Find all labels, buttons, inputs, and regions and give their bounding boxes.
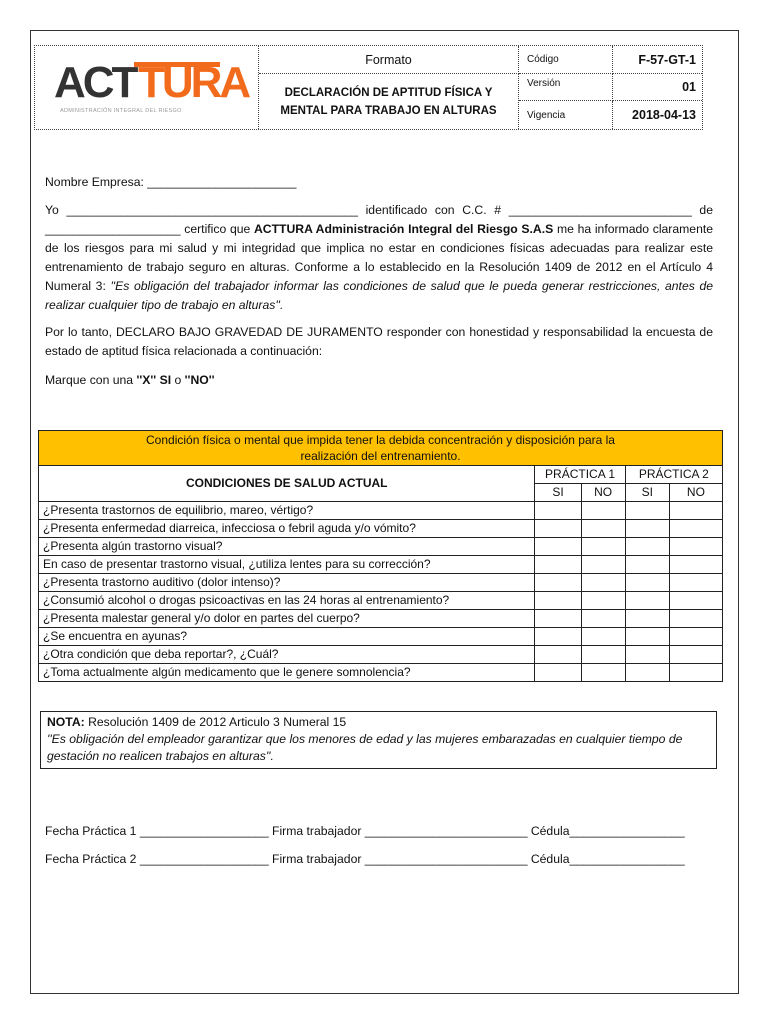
p1-no-header: NO	[581, 484, 625, 502]
p1-si-checkbox-cell[interactable]	[535, 538, 581, 556]
p1-si-checkbox-cell[interactable]	[535, 520, 581, 538]
validity-value: 2018-04-13	[632, 108, 696, 122]
p2-si-checkbox-cell[interactable]	[625, 556, 669, 574]
quote-text: ''Es obligación del trabajador informar las condiciones de salud que le pueda generar restricciones, antes de	[110, 279, 713, 293]
note-quote: ''Es obligación del empleador garantizar que los menores de edad y las mujeres embarazadas en cualquier tiempo de gestación no realicen trabajos en alturas''.	[47, 732, 683, 763]
p1-no-checkbox-cell[interactable]	[581, 520, 625, 538]
text: ____________________ certifico que	[45, 222, 254, 236]
p1-no-checkbox-cell[interactable]	[581, 610, 625, 628]
p1-si-checkbox-cell[interactable]	[535, 628, 581, 646]
acttura-logo	[54, 58, 249, 118]
p2-si-checkbox-cell[interactable]	[625, 592, 669, 610]
health-conditions-table	[38, 430, 723, 682]
table-banner: Condición física o mental que impida tener la debida concentración y disposición para la realización del entrenamiento.	[39, 431, 723, 466]
table-row	[39, 574, 723, 592]
table-row	[39, 556, 723, 574]
table-row	[39, 538, 723, 556]
condition-question: ¿Presenta enfermedad diarreica, infecciosa o febril aguda y/o vómito?	[39, 520, 535, 538]
conditions-header: CONDICIONES DE SALUD ACTUAL	[39, 466, 535, 502]
table-row	[39, 628, 723, 646]
p1-no-checkbox-cell[interactable]	[581, 538, 625, 556]
condition-question: ¿Otra condición que deba reportar?, ¿Cuál?	[39, 646, 535, 664]
p1-si-checkbox-cell[interactable]	[535, 502, 581, 520]
p2-no-checkbox-cell[interactable]	[669, 502, 722, 520]
p1-si-header: SI	[535, 484, 581, 502]
table-row	[39, 520, 723, 538]
paragraph-line	[45, 220, 713, 239]
p2-no-checkbox-cell[interactable]	[669, 628, 722, 646]
p2-si-checkbox-cell[interactable]	[625, 610, 669, 628]
condition-question: ¿Consumió alcohol o drogas psicoactivas en las 24 horas al entrenamiento?	[39, 592, 535, 610]
condition-question: ¿Presenta trastornos de equilibrio, mareo, vértigo?	[39, 502, 535, 520]
p1-no-checkbox-cell[interactable]	[581, 502, 625, 520]
practice-2-header: PRÁCTICA 2	[625, 466, 722, 484]
code-value: F-57-GT-1	[613, 46, 702, 74]
title-line-2: MENTAL PARA TRABAJO EN ALTURAS	[280, 104, 497, 117]
paragraph-line	[45, 296, 713, 315]
table-row	[39, 502, 723, 520]
code-label: Código	[519, 46, 613, 74]
version-label: Versión	[519, 74, 613, 101]
condition-question: ¿Presenta algún trastorno visual?	[39, 538, 535, 556]
mark-x-si: ''X'' SI	[136, 373, 172, 387]
note-box	[40, 711, 717, 769]
text: me ha informado claramente	[553, 222, 714, 236]
p2-no-header: NO	[669, 484, 722, 502]
paragraph-line: de los riesgos para mi salud y mi integridad que implica no estar en condiciones físicas adecuadas para realizar este	[45, 241, 713, 255]
p2-no-checkbox-cell[interactable]	[669, 592, 722, 610]
p1-no-checkbox-cell[interactable]	[581, 664, 625, 682]
format-label: Formato	[259, 46, 519, 74]
p2-no-checkbox-cell[interactable]	[669, 538, 722, 556]
company-name-field: Nombre Empresa: ______________________	[45, 175, 297, 189]
condition-question: ¿Presenta trastorno auditivo (dolor intenso)?	[39, 574, 535, 592]
p1-si-checkbox-cell[interactable]	[535, 556, 581, 574]
p2-si-header: SI	[625, 484, 669, 502]
table-row	[39, 664, 723, 682]
p2-si-checkbox-cell[interactable]	[625, 520, 669, 538]
condition-question: ¿Se encuentra en ayunas?	[39, 628, 535, 646]
p2-si-checkbox-cell[interactable]	[625, 664, 669, 682]
condition-question: En caso de presentar trastorno visual, ¿utiliza lentes para su corrección?	[39, 556, 535, 574]
p1-si-checkbox-cell[interactable]	[535, 574, 581, 592]
p2-no-checkbox-cell[interactable]	[669, 664, 722, 682]
p1-no-checkbox-cell[interactable]	[581, 646, 625, 664]
mark-no: ''NO''	[184, 373, 215, 387]
note-label: NOTA:	[47, 715, 85, 729]
instructions	[45, 371, 713, 390]
practice-1-header: PRÁCTICA 1	[535, 466, 625, 484]
p1-si-checkbox-cell[interactable]	[535, 610, 581, 628]
text: o	[171, 373, 185, 387]
declaration-paragraph	[45, 201, 713, 315]
signature-line-2[interactable]: Fecha Práctica 2 ___________________ Firma trabajador ________________________ Cédula_________________	[45, 852, 685, 866]
title-line-1: DECLARACIÓN DE APTITUD FÍSICA Y	[284, 86, 493, 99]
logo-subtitle: ADMINISTRACIÓN INTEGRAL DEL RIESGO	[60, 108, 182, 114]
p2-si-checkbox-cell[interactable]	[625, 628, 669, 646]
note-reference: Resolución 1409 de 2012 Articulo 3 Numeral 15	[84, 715, 347, 729]
p2-no-checkbox-cell[interactable]	[669, 610, 722, 628]
company-line	[45, 173, 713, 192]
p2-no-checkbox-cell[interactable]	[669, 520, 722, 538]
condition-question: ¿Presenta malestar general y/o dolor en partes del cuerpo?	[39, 610, 535, 628]
condition-question: ¿Toma actualmente algún medicamento que le genere somnolencia?	[39, 664, 535, 682]
signature-line-1[interactable]: Fecha Práctica 1 ___________________ Firma trabajador ________________________ Cédula_________________	[45, 824, 685, 838]
p2-si-checkbox-cell[interactable]	[625, 574, 669, 592]
company-name-bold: ACTTURA Administración Integral del Riesgo S.A.S	[253, 222, 554, 236]
p1-no-checkbox-cell[interactable]	[581, 592, 625, 610]
p2-si-checkbox-cell[interactable]	[625, 646, 669, 664]
quote-text: realizar cualquier tipo de trabajo en alturas''.	[45, 298, 284, 312]
p2-no-checkbox-cell[interactable]	[669, 574, 722, 592]
p2-no-checkbox-cell[interactable]	[669, 556, 722, 574]
oath-paragraph	[45, 323, 713, 361]
validity-label: Vigencia	[519, 101, 613, 129]
text: Numeral 3:	[45, 279, 111, 293]
p1-si-checkbox-cell[interactable]	[535, 592, 581, 610]
p1-si-checkbox-cell[interactable]	[535, 664, 581, 682]
paragraph-line: Yo ___________________________________________ identificado con C.C. # ___________________________ de	[45, 203, 713, 217]
logo-text-dark: ACT	[54, 58, 136, 107]
text: Marque con una	[45, 373, 137, 387]
paragraph-line	[45, 277, 713, 296]
p2-no-checkbox-cell[interactable]	[669, 646, 722, 664]
table-row	[39, 592, 723, 610]
table-row	[39, 610, 723, 628]
p1-no-checkbox-cell[interactable]	[581, 556, 625, 574]
paragraph-line: entrenamiento de trabajo seguro en alturas. Conforme a lo establecido en la Resolución 1409 de 2012 en el Artículo 4	[45, 260, 713, 274]
p2-si-checkbox-cell[interactable]	[625, 538, 669, 556]
table-row	[39, 646, 723, 664]
p1-si-checkbox-cell[interactable]	[535, 646, 581, 664]
document-title	[259, 74, 519, 129]
p1-no-checkbox-cell[interactable]	[581, 574, 625, 592]
p1-no-checkbox-cell[interactable]	[581, 628, 625, 646]
paragraph-line: Por lo tanto, DECLARO BAJO GRAVEDAD DE JURAMENTO responder con honestidad y responsabilidad la encuesta de	[45, 325, 713, 339]
logo-text-orange: TURA	[138, 58, 249, 107]
p2-si-checkbox-cell[interactable]	[625, 502, 669, 520]
paragraph-line: estado de aptitud física relacionada a continuación:	[45, 344, 323, 358]
version-value: 01	[613, 74, 702, 101]
